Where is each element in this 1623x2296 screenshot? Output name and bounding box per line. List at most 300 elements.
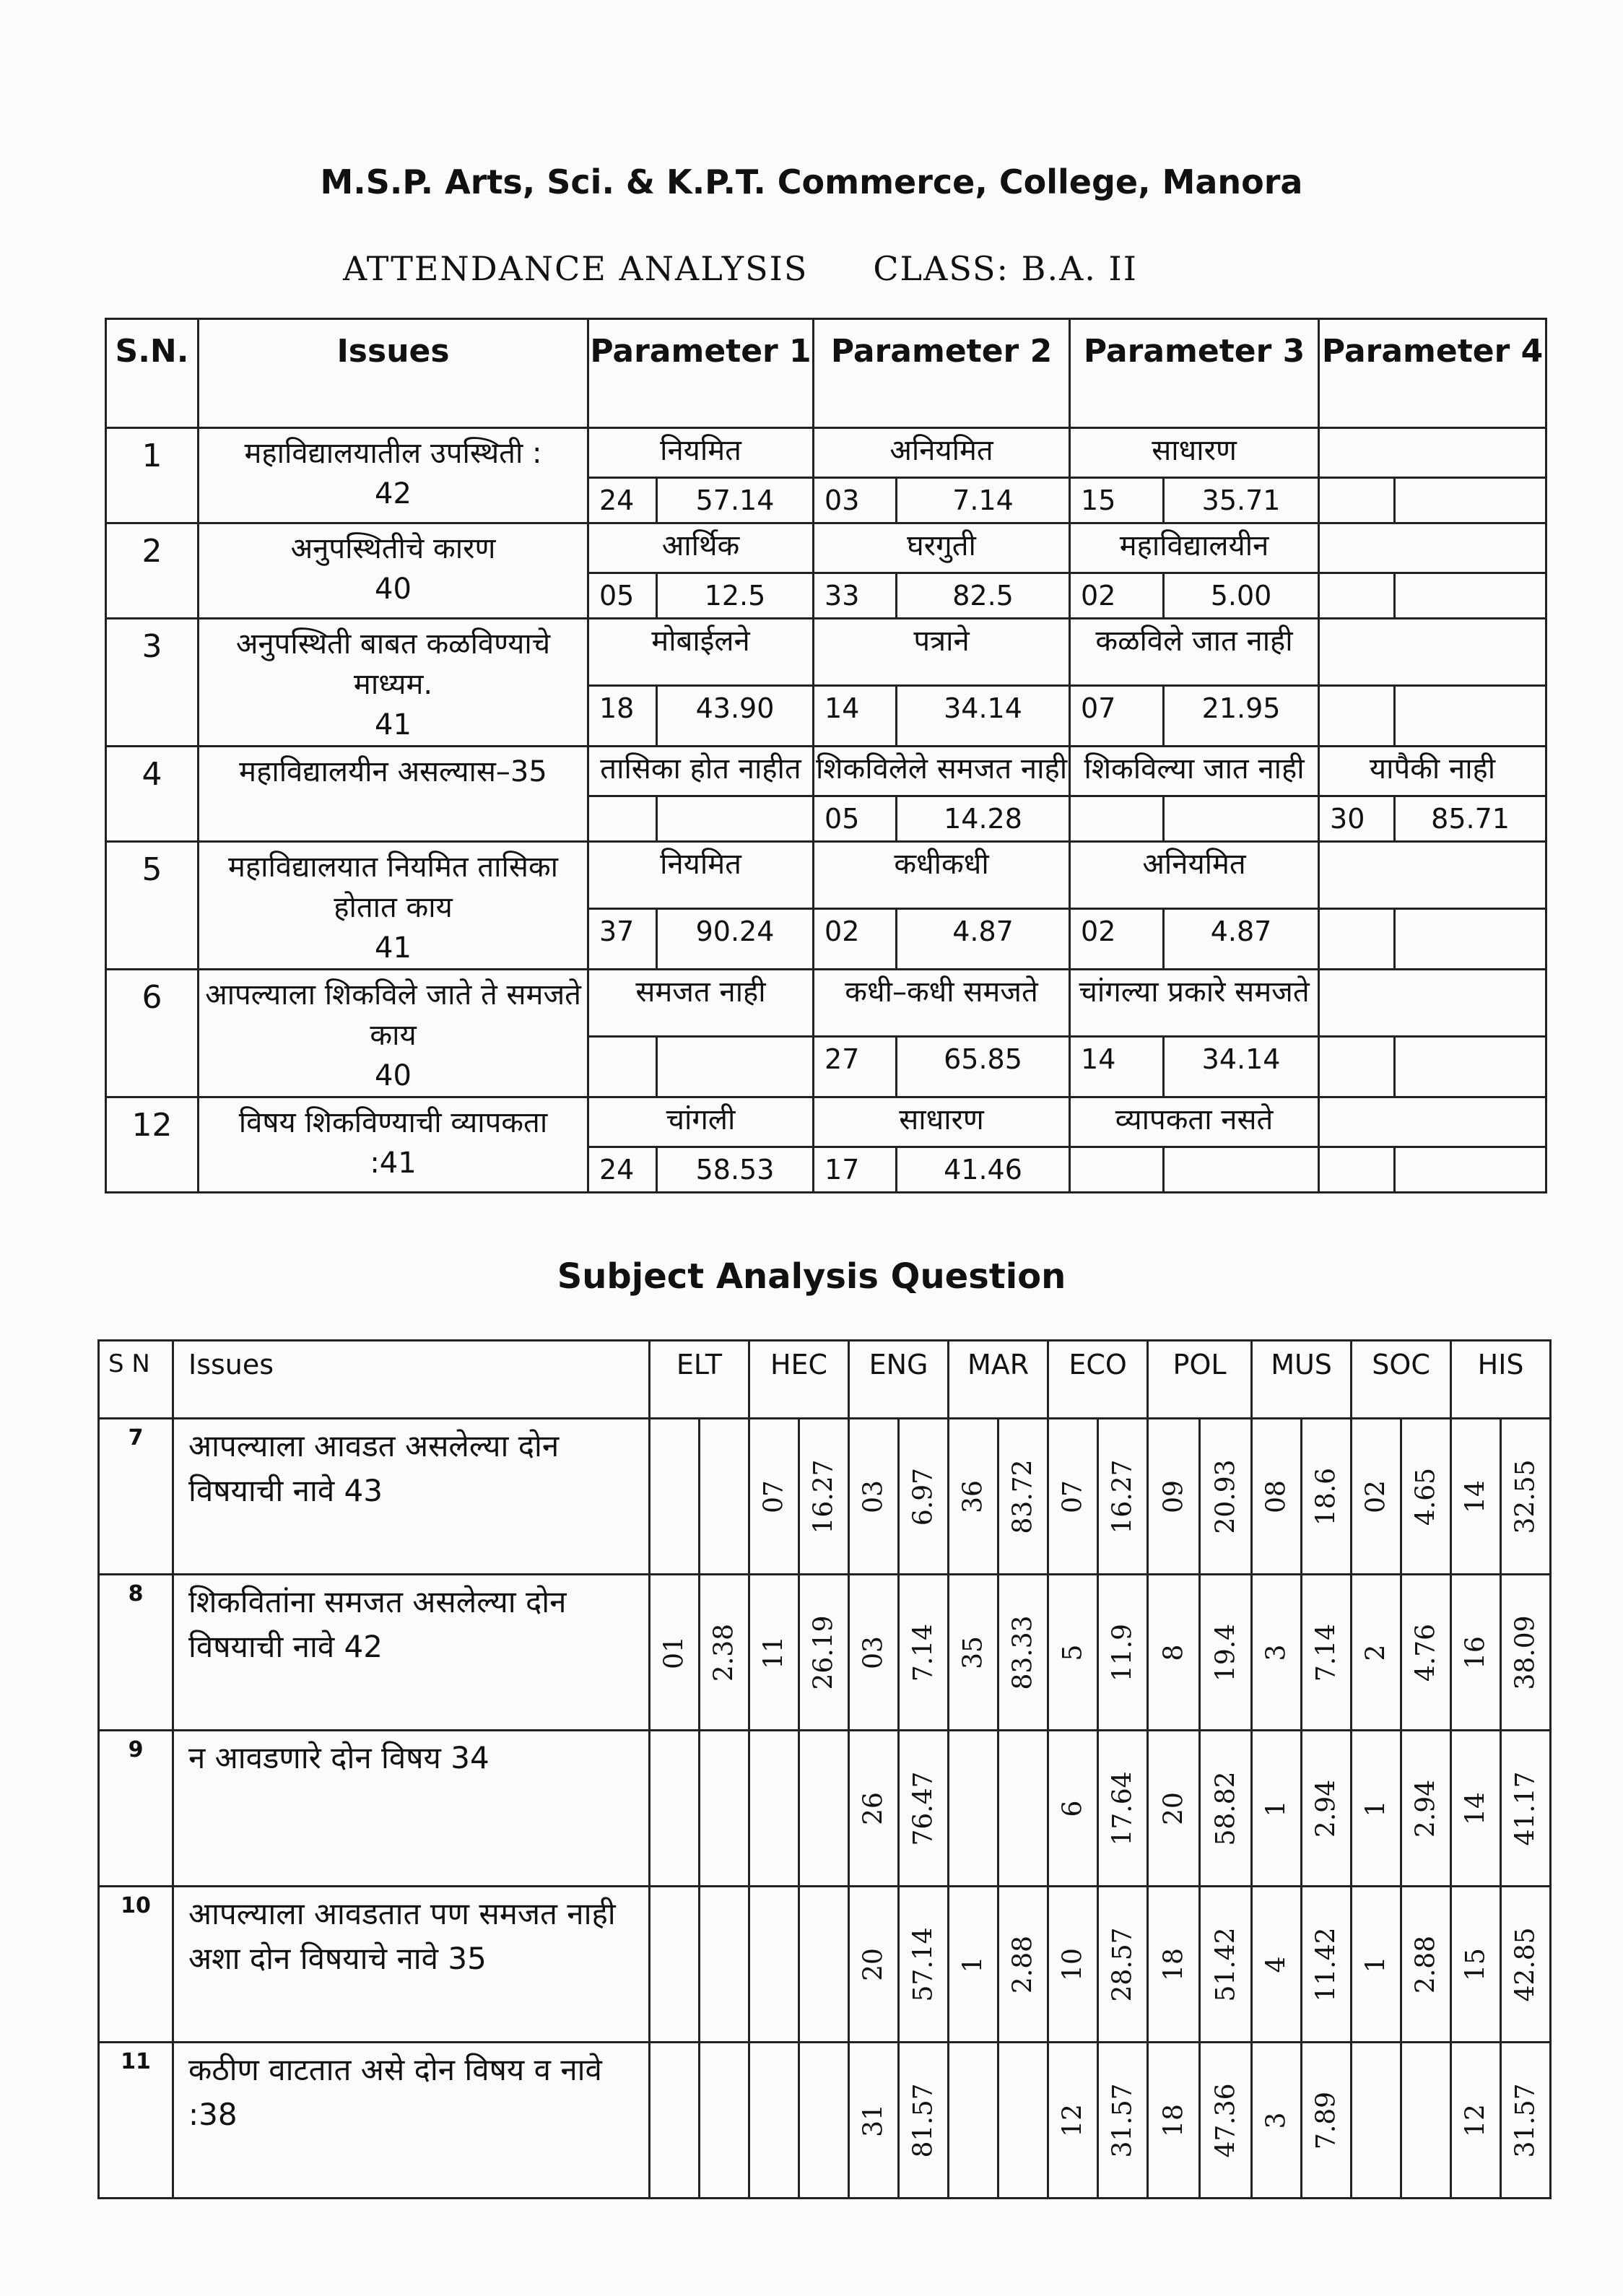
value-count: 02 bbox=[1070, 573, 1164, 619]
row-issue bbox=[199, 428, 588, 523]
value-count: 14 bbox=[814, 685, 897, 746]
table-row bbox=[106, 428, 1546, 478]
value-percent: 85.71 bbox=[1395, 796, 1546, 842]
subject-cell bbox=[1098, 2043, 1148, 2199]
value-count bbox=[1070, 1147, 1164, 1193]
subject-analysis-title: Subject Analysis Question bbox=[557, 1256, 1066, 1297]
value-count bbox=[1319, 908, 1395, 969]
subject-cell bbox=[799, 1731, 849, 1887]
col-parameter-4: Parameter 4 bbox=[1319, 319, 1546, 428]
col-subject-pol: POL bbox=[1148, 1341, 1252, 1419]
value-count: 02 bbox=[814, 908, 897, 969]
parameter-label bbox=[1319, 428, 1546, 478]
cell-value: 1 bbox=[1361, 1800, 1391, 1817]
cell-value: 16 bbox=[1461, 1635, 1491, 1669]
cell-value: 11.42 bbox=[1311, 1926, 1341, 2002]
issue-text: महाविद्यालयात नियमित तासिका होतात काय bbox=[227, 851, 559, 924]
subject-cell bbox=[700, 1887, 749, 2043]
row-issue bbox=[199, 842, 588, 970]
cell-value: 8 bbox=[1159, 1644, 1189, 1661]
value-count bbox=[588, 1036, 657, 1097]
parameter-label: अनियमित bbox=[814, 428, 1070, 478]
subject-cell bbox=[1252, 1887, 1302, 2043]
parameter-label: व्यापकता नसते bbox=[1070, 1097, 1319, 1147]
subject-cell bbox=[1401, 1731, 1451, 1887]
issue-count: 40 bbox=[375, 573, 412, 606]
subject-cell bbox=[1098, 1731, 1148, 1887]
col-subject-hec: HEC bbox=[749, 1341, 849, 1419]
subject-cell bbox=[1098, 1575, 1148, 1731]
table-row bbox=[99, 1731, 1551, 1887]
subject-cell bbox=[650, 1419, 700, 1575]
subject-cell bbox=[1352, 1731, 1401, 1887]
col-subject-his: HIS bbox=[1451, 1341, 1551, 1419]
row-issue bbox=[199, 970, 588, 1097]
table-row bbox=[99, 1419, 1551, 1575]
subject-cell bbox=[1501, 1731, 1551, 1887]
cell-value: 41.17 bbox=[1510, 1770, 1541, 1846]
cell-value: 7.89 bbox=[1311, 2091, 1341, 2149]
subject-cell bbox=[1501, 1575, 1551, 1731]
col-issues: Issues bbox=[199, 319, 588, 428]
subject-cell bbox=[1048, 2043, 1098, 2199]
subject-cell bbox=[1302, 2043, 1352, 2199]
row-sn: 4 bbox=[106, 747, 199, 842]
subject-cell bbox=[799, 1575, 849, 1731]
subject-cell bbox=[749, 1419, 799, 1575]
table-row bbox=[106, 1097, 1546, 1147]
subject-cell bbox=[1451, 2043, 1501, 2199]
table-row bbox=[106, 523, 1546, 573]
value-count: 03 bbox=[814, 478, 897, 523]
value-percent: 21.95 bbox=[1164, 685, 1319, 746]
cell-value: 20 bbox=[1159, 1791, 1189, 1825]
subject-cell bbox=[949, 2043, 998, 2199]
value-percent bbox=[1164, 796, 1319, 842]
subject-cell bbox=[849, 1731, 899, 1887]
value-percent: 82.5 bbox=[897, 573, 1070, 619]
value-percent bbox=[1395, 1147, 1546, 1193]
subject-cell bbox=[799, 1419, 849, 1575]
parameter-label: नियमित bbox=[588, 428, 814, 478]
parameter-label: मोबाईलने bbox=[588, 619, 814, 686]
col-parameter-1: Parameter 1 bbox=[588, 319, 814, 428]
subject-cell bbox=[749, 1887, 799, 2043]
cell-value: 2.88 bbox=[1411, 1935, 1441, 1993]
value-count: 15 bbox=[1070, 478, 1164, 523]
cell-value: 11.9 bbox=[1108, 1623, 1138, 1682]
subject-cell bbox=[998, 1419, 1048, 1575]
cell-value: 26 bbox=[858, 1791, 889, 1825]
subject-cell bbox=[899, 2043, 949, 2199]
value-percent: 4.87 bbox=[1164, 908, 1319, 969]
cell-value: 1 bbox=[958, 1956, 988, 1973]
value-count: 05 bbox=[814, 796, 897, 842]
value-count: 17 bbox=[814, 1147, 897, 1193]
cell-value: 7.14 bbox=[1311, 1623, 1341, 1682]
issue-count: 41 bbox=[375, 708, 412, 742]
value-percent: 4.87 bbox=[897, 908, 1070, 969]
table-row bbox=[106, 747, 1546, 796]
cell-value: 36 bbox=[958, 1479, 988, 1513]
subject-cell bbox=[650, 1887, 700, 2043]
value-percent: 7.14 bbox=[897, 478, 1070, 523]
cell-value: 11 bbox=[759, 1635, 789, 1669]
subject-cell bbox=[949, 1419, 998, 1575]
subject-cell bbox=[1352, 2043, 1401, 2199]
subject-cell bbox=[1148, 1419, 1200, 1575]
parameter-label: कळविले जात नाही bbox=[1070, 619, 1319, 686]
value-count: 18 bbox=[588, 685, 657, 746]
subject-cell bbox=[1401, 1419, 1451, 1575]
college-title: M.S.P. Arts, Sci. & K.P.T. Commerce, College, Manora bbox=[320, 162, 1303, 201]
subject-cell bbox=[1200, 2043, 1252, 2199]
subject-cell bbox=[1048, 1731, 1098, 1887]
cell-value: 12 bbox=[1058, 2103, 1088, 2137]
cell-value: 02 bbox=[1361, 1479, 1391, 1513]
parameter-label bbox=[1319, 523, 1546, 573]
value-count bbox=[588, 796, 657, 842]
value-count bbox=[1319, 478, 1395, 523]
cell-value: 31 bbox=[858, 2103, 889, 2137]
value-percent: 12.5 bbox=[657, 573, 814, 619]
analysis-title: ATTENDANCE ANALYSIS bbox=[343, 249, 809, 288]
subject-cell bbox=[1200, 1731, 1252, 1887]
subject-cell bbox=[799, 1887, 849, 2043]
subject-cell bbox=[899, 1419, 949, 1575]
subject-cell bbox=[949, 1575, 998, 1731]
table-row bbox=[106, 842, 1546, 909]
cell-value: 18.6 bbox=[1311, 1467, 1341, 1526]
subject-cell bbox=[749, 1731, 799, 1887]
cell-value: 38.09 bbox=[1510, 1614, 1541, 1690]
parameter-label: शिकविलेले समजत नाही bbox=[814, 747, 1070, 796]
subject-cell bbox=[998, 2043, 1048, 2199]
parameter-label: यापैकी नाही bbox=[1319, 747, 1546, 796]
subject-cell bbox=[949, 1731, 998, 1887]
cell-value: 2.88 bbox=[1008, 1935, 1038, 1993]
row-issue: न आवडणारे दोन विषय 34 bbox=[173, 1731, 650, 1887]
row-sn: 9 bbox=[99, 1731, 173, 1887]
parameter-label: साधारण bbox=[1070, 428, 1319, 478]
cell-value: 2.94 bbox=[1411, 1779, 1441, 1838]
parameter-label: तासिका होत नाहीत bbox=[588, 747, 814, 796]
subject-cell bbox=[949, 1887, 998, 2043]
cell-value: 7.14 bbox=[908, 1623, 939, 1682]
value-count: 07 bbox=[1070, 685, 1164, 746]
subject-cell bbox=[1098, 1419, 1148, 1575]
subject-cell bbox=[899, 1731, 949, 1887]
cell-value: 03 bbox=[858, 1479, 889, 1513]
value-percent bbox=[1395, 1036, 1546, 1097]
table-row bbox=[106, 970, 1546, 1037]
row-issue bbox=[199, 1097, 588, 1193]
subject-cell bbox=[1302, 1887, 1352, 2043]
value-count bbox=[1319, 573, 1395, 619]
cell-value: 1 bbox=[1361, 1956, 1391, 1973]
issue-text: विषय शिकविण्याची व्यापकता bbox=[238, 1106, 548, 1139]
value-count: 33 bbox=[814, 573, 897, 619]
cell-value: 14 bbox=[1461, 1479, 1491, 1513]
subject-cell bbox=[998, 1575, 1048, 1731]
cell-value: 51.42 bbox=[1211, 1926, 1241, 2002]
subject-cell bbox=[1451, 1575, 1501, 1731]
issue-text: अनुपस्थितीचे कारण bbox=[290, 532, 496, 565]
subject-cell bbox=[1501, 1887, 1551, 2043]
subject-cell bbox=[1148, 1887, 1200, 2043]
cell-value: 2.38 bbox=[709, 1623, 739, 1682]
subject-cell bbox=[1451, 1731, 1501, 1887]
col-subject-mus: MUS bbox=[1252, 1341, 1352, 1419]
cell-value: 01 bbox=[659, 1635, 689, 1669]
subject-cell bbox=[1352, 1575, 1401, 1731]
row-sn: 10 bbox=[99, 1887, 173, 2043]
col-parameter-3: Parameter 3 bbox=[1070, 319, 1319, 428]
cell-value: 18 bbox=[1159, 1947, 1189, 1981]
col-sn: S N bbox=[99, 1341, 173, 1419]
cell-value: 4 bbox=[1261, 1956, 1292, 1973]
issue-text: महाविद्यालयातील उपस्थिती : bbox=[244, 437, 542, 470]
value-percent: 57.14 bbox=[657, 478, 814, 523]
parameter-label: चांगल्या प्रकारे समजते bbox=[1070, 970, 1319, 1037]
value-percent: 35.71 bbox=[1164, 478, 1319, 523]
subject-cell bbox=[1048, 1575, 1098, 1731]
parameter-label: कधीकधी bbox=[814, 842, 1070, 909]
issue-count: 40 bbox=[375, 1059, 412, 1092]
subject-cell bbox=[1200, 1419, 1252, 1575]
subject-cell bbox=[1302, 1575, 1352, 1731]
value-percent bbox=[1395, 573, 1546, 619]
cell-value: 35 bbox=[958, 1635, 988, 1669]
cell-value: 2 bbox=[1361, 1644, 1391, 1661]
issue-count: 42 bbox=[375, 477, 412, 510]
value-count: 27 bbox=[814, 1036, 897, 1097]
subject-cell bbox=[1252, 1731, 1302, 1887]
parameter-label: कधी–कधी समजते bbox=[814, 970, 1070, 1037]
value-percent bbox=[1395, 478, 1546, 523]
table-row bbox=[99, 2043, 1551, 2199]
cell-value: 76.47 bbox=[908, 1770, 939, 1846]
value-count bbox=[1070, 796, 1164, 842]
attendance-table bbox=[105, 318, 1547, 1193]
cell-value: 4.76 bbox=[1411, 1623, 1441, 1682]
parameter-label: नियमित bbox=[588, 842, 814, 909]
subject-cell bbox=[1352, 1887, 1401, 2043]
row-sn: 12 bbox=[106, 1097, 199, 1193]
row-sn: 1 bbox=[106, 428, 199, 523]
parameter-label: महाविद्यालयीन bbox=[1070, 523, 1319, 573]
cell-value: 6.97 bbox=[908, 1467, 939, 1526]
parameter-label: चांगली bbox=[588, 1097, 814, 1147]
parameter-label bbox=[1319, 970, 1546, 1037]
cell-value: 15 bbox=[1461, 1947, 1491, 1981]
subject-cell bbox=[1401, 1887, 1451, 2043]
cell-value: 20.93 bbox=[1211, 1458, 1241, 1534]
cell-value: 4.65 bbox=[1411, 1467, 1441, 1526]
cell-value: 31.57 bbox=[1108, 2082, 1138, 2158]
cell-value: 3 bbox=[1261, 2112, 1292, 2128]
value-percent bbox=[1164, 1147, 1319, 1193]
cell-value: 57.14 bbox=[908, 1926, 939, 2002]
subject-cell bbox=[700, 1731, 749, 1887]
cell-value: 83.72 bbox=[1008, 1458, 1038, 1534]
subject-cell bbox=[1302, 1731, 1352, 1887]
cell-value: 26.19 bbox=[809, 1614, 839, 1690]
value-percent: 90.24 bbox=[657, 908, 814, 969]
subject-cell bbox=[700, 1419, 749, 1575]
issue-text: महाविद्यालयीन असल्यास–35 bbox=[239, 755, 547, 788]
subject-cell bbox=[1302, 1419, 1352, 1575]
col-subject-mar: MAR bbox=[949, 1341, 1048, 1419]
parameter-label: आर्थिक bbox=[588, 523, 814, 573]
cell-value: 16.27 bbox=[809, 1458, 839, 1534]
subject-cell bbox=[1148, 1731, 1200, 1887]
cell-value: 12 bbox=[1461, 2103, 1491, 2137]
value-percent: 58.53 bbox=[657, 1147, 814, 1193]
cell-value: 28.57 bbox=[1108, 1926, 1138, 2002]
subject-cell bbox=[849, 1419, 899, 1575]
cell-value: 58.82 bbox=[1211, 1770, 1241, 1846]
cell-value: 08 bbox=[1261, 1479, 1292, 1513]
subject-cell bbox=[1501, 1419, 1551, 1575]
subject-cell bbox=[1200, 1575, 1252, 1731]
cell-value: 03 bbox=[858, 1635, 889, 1669]
cell-value: 14 bbox=[1461, 1791, 1491, 1825]
value-percent bbox=[1395, 685, 1546, 746]
col-subject-elt: ELT bbox=[650, 1341, 749, 1419]
subject-cell bbox=[849, 1887, 899, 2043]
col-parameter-2: Parameter 2 bbox=[814, 319, 1070, 428]
col-subject-eng: ENG bbox=[849, 1341, 949, 1419]
class-label: CLASS: B.A. II bbox=[873, 249, 1138, 288]
subject-cell bbox=[1451, 1419, 1501, 1575]
parameter-label: पत्राने bbox=[814, 619, 1070, 686]
subject-cell bbox=[1401, 2043, 1451, 2199]
value-percent: 34.14 bbox=[1164, 1036, 1319, 1097]
value-percent: 5.00 bbox=[1164, 573, 1319, 619]
cell-value: 07 bbox=[1058, 1479, 1088, 1513]
row-issue: आपल्याला आवडत असलेल्या दोन विषयाची नावे 43 bbox=[173, 1419, 650, 1575]
row-issue bbox=[199, 747, 588, 842]
subtitle bbox=[343, 249, 1138, 288]
subject-cell bbox=[1501, 2043, 1551, 2199]
subject-cell bbox=[899, 1887, 949, 2043]
value-count bbox=[1319, 1036, 1395, 1097]
subject-cell bbox=[1048, 1887, 1098, 2043]
subject-cell bbox=[700, 2043, 749, 2199]
value-percent: 41.46 bbox=[897, 1147, 1070, 1193]
parameter-label bbox=[1319, 619, 1546, 686]
cell-value: 1 bbox=[1261, 1800, 1292, 1817]
cell-value: 47.36 bbox=[1211, 2082, 1241, 2158]
subject-header-row bbox=[99, 1341, 1551, 1419]
row-issue: आपल्याला आवडतात पण समजत नाही अशा दोन विषयाचे नावे 35 bbox=[173, 1887, 650, 2043]
row-issue: कठीण वाटतात असे दोन विषय व नावे :38 bbox=[173, 2043, 650, 2199]
subject-cell bbox=[1352, 1419, 1401, 1575]
value-count: 24 bbox=[588, 1147, 657, 1193]
value-count: 30 bbox=[1319, 796, 1395, 842]
cell-value: 32.55 bbox=[1510, 1458, 1541, 1534]
cell-value: 20 bbox=[858, 1947, 889, 1981]
issue-text: अनुपस्थिती बाबत कळविण्याचे माध्यम. bbox=[235, 627, 551, 701]
row-issue: शिकवितांना समजत असलेल्या दोन विषयाची नावे 42 bbox=[173, 1575, 650, 1731]
value-count: 37 bbox=[588, 908, 657, 969]
parameter-label: अनियमित bbox=[1070, 842, 1319, 909]
cell-value: 16.27 bbox=[1108, 1458, 1138, 1534]
cell-value: 18 bbox=[1159, 2103, 1189, 2137]
value-percent: 43.90 bbox=[657, 685, 814, 746]
subject-cell bbox=[1252, 2043, 1302, 2199]
value-percent bbox=[657, 1036, 814, 1097]
row-sn: 7 bbox=[99, 1419, 173, 1575]
value-count bbox=[1319, 685, 1395, 746]
value-count: 24 bbox=[588, 478, 657, 523]
row-sn: 6 bbox=[106, 970, 199, 1097]
subject-cell bbox=[849, 1575, 899, 1731]
cell-value: 07 bbox=[759, 1479, 789, 1513]
row-sn: 5 bbox=[106, 842, 199, 970]
subject-table bbox=[97, 1339, 1552, 2199]
col-subject-eco: ECO bbox=[1048, 1341, 1148, 1419]
parameter-label: शिकविल्या जात नाही bbox=[1070, 747, 1319, 796]
table-row bbox=[99, 1575, 1551, 1731]
subject-cell bbox=[1148, 2043, 1200, 2199]
parameter-label: समजत नाही bbox=[588, 970, 814, 1037]
value-percent: 34.14 bbox=[897, 685, 1070, 746]
cell-value: 19.4 bbox=[1211, 1623, 1241, 1682]
cell-value: 83.33 bbox=[1008, 1614, 1038, 1690]
cell-value: 09 bbox=[1159, 1479, 1189, 1513]
subject-cell bbox=[1252, 1575, 1302, 1731]
row-sn: 11 bbox=[99, 2043, 173, 2199]
subject-cell bbox=[849, 2043, 899, 2199]
cell-value: 81.57 bbox=[908, 2082, 939, 2158]
subject-cell bbox=[1148, 1575, 1200, 1731]
row-issue bbox=[199, 619, 588, 747]
attendance-header-row bbox=[106, 319, 1546, 428]
subject-cell bbox=[998, 1887, 1048, 2043]
value-percent bbox=[657, 796, 814, 842]
issue-text: आपल्याला शिकविले जाते ते समजते काय bbox=[205, 978, 581, 1052]
value-count: 05 bbox=[588, 573, 657, 619]
col-sn: S.N. bbox=[106, 319, 199, 428]
cell-value: 5 bbox=[1058, 1644, 1088, 1661]
parameter-label: घरगुती bbox=[814, 523, 1070, 573]
col-subject-soc: SOC bbox=[1352, 1341, 1451, 1419]
value-percent: 14.28 bbox=[897, 796, 1070, 842]
cell-value: 6 bbox=[1058, 1800, 1088, 1817]
col-issues: Issues bbox=[173, 1341, 650, 1419]
value-count: 14 bbox=[1070, 1036, 1164, 1097]
cell-value: 10 bbox=[1058, 1947, 1088, 1981]
row-sn: 3 bbox=[106, 619, 199, 747]
subject-cell bbox=[749, 2043, 799, 2199]
cell-value: 42.85 bbox=[1510, 1926, 1541, 2002]
value-count: 02 bbox=[1070, 908, 1164, 969]
subject-cell bbox=[1200, 1887, 1252, 2043]
cell-value: 3 bbox=[1261, 1644, 1292, 1661]
subject-cell bbox=[700, 1575, 749, 1731]
value-percent: 65.85 bbox=[897, 1036, 1070, 1097]
subject-cell bbox=[650, 1731, 700, 1887]
issue-count: :41 bbox=[370, 1147, 417, 1180]
cell-value: 2.94 bbox=[1311, 1779, 1341, 1838]
issue-count: 41 bbox=[375, 931, 412, 965]
subject-cell bbox=[799, 2043, 849, 2199]
subject-cell bbox=[1252, 1419, 1302, 1575]
subject-cell bbox=[650, 1575, 700, 1731]
parameter-label bbox=[1319, 1097, 1546, 1147]
